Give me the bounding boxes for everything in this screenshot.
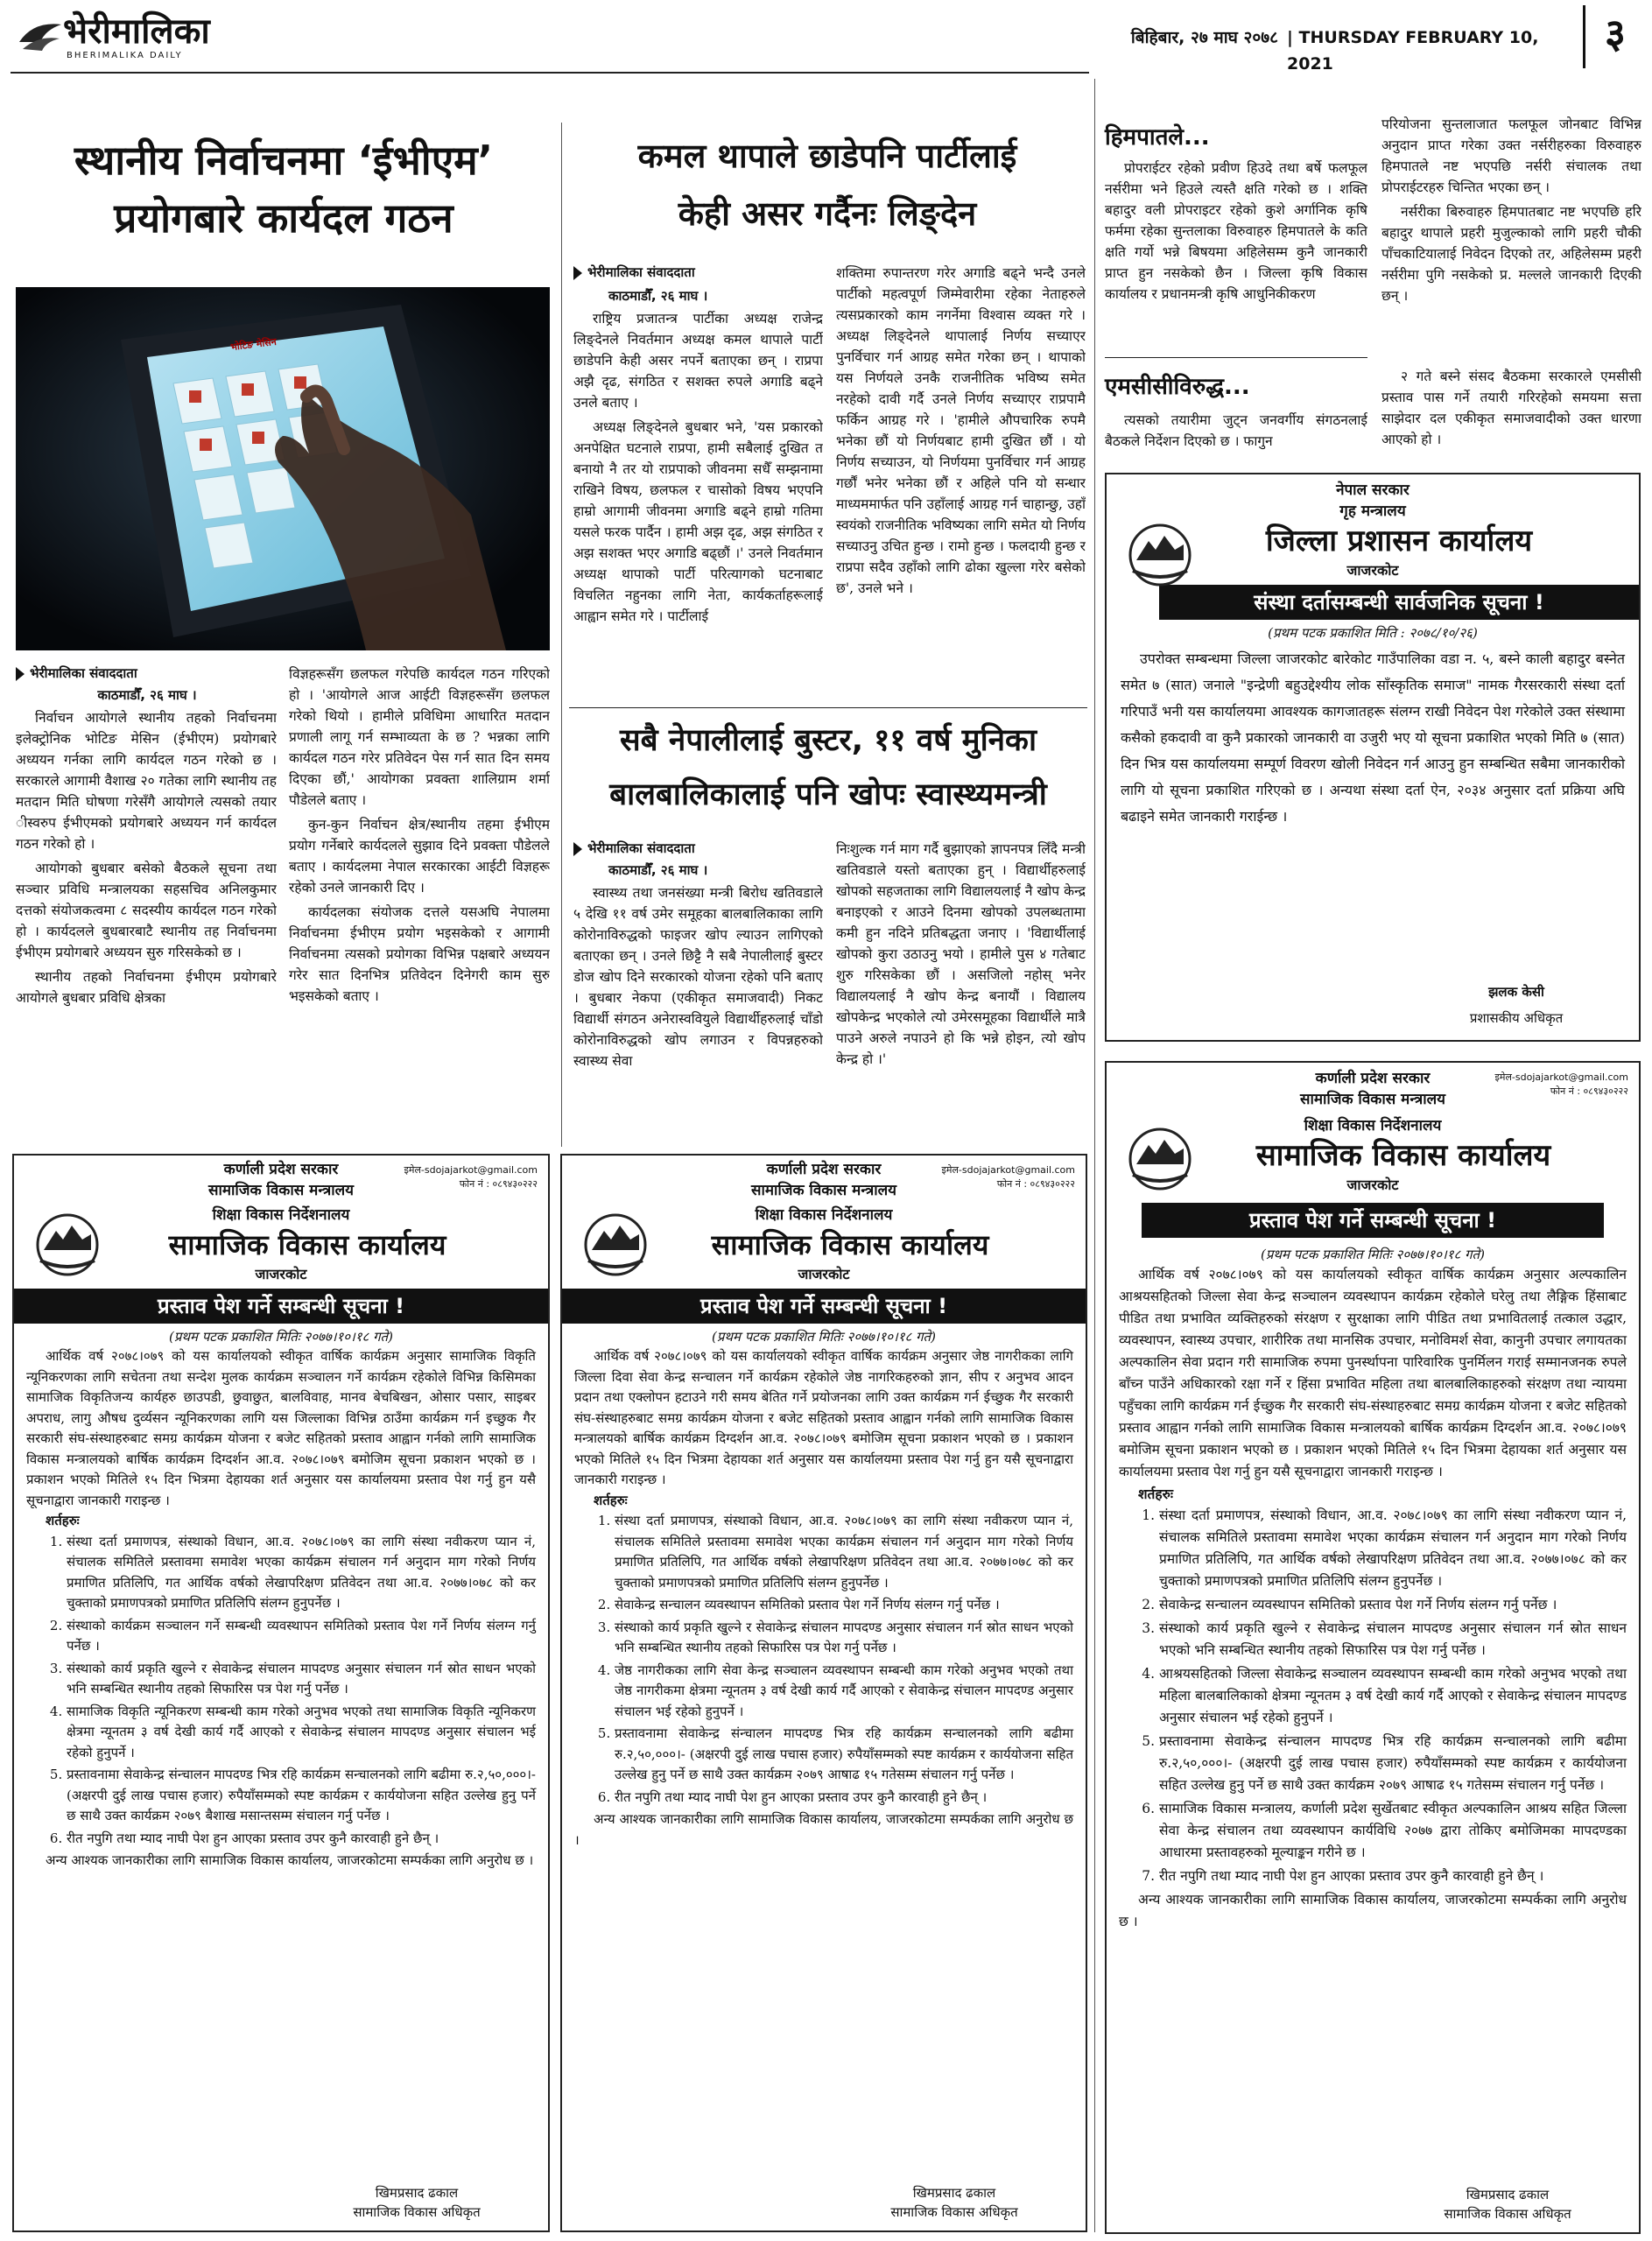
notice-social-left: इमेल-sdojajarkot@gmail.com फोन नं : ०८९४३०२२२ कर्णाली प्रदेश सरकार सामाजिक विकास मन्त्रालय शिक्षा विकास निर्देशनालय सामाजिक विकास कार्यालय जाजरकोट प्रस्ताव पेश गर्ने सम्बन्धी सूचना ! (प्रथम पटक प्रकाशित मितिः २०७७।१०।१८ गते) आर्थिक वर्ष २०७८।०७९ को यस कार्यालयको स्वीकृत वार्षिक कार्यक्रम अनुसार सामाजिक विकृति न्यूनिकरणका लागि सचेतना तथा सन्देश मुलक कार्यक्रम सञ्चालन गर्ने कार्यक्रम रहेकोले विभिन्न किसिमका सामाजिक विकृतिजन्य कार्यहरु छाउपडी, छुवाछुत, बालविवाह, मानव बेचबिखन, ओसार पसार, साइबर अपराध, लागु औषध दुर्व्यसन न्यूनिकरणका लागि यस जिल्लाका विभिन्न ठाउँमा कार्यक्रम गर्न इच्छुक गैर सरकारी संघ-संस्थाहरुबाट समग्र कार्यक्रम योजना र बजेट सहितको प्रस्ताव आह्वान गर्नको लागि सामाजिक विकास मन्त्रालयको बार्षिक कार्यक्रम दिग्दर्शन आ.व. २०७८।०७९ बमोजिम सूचना प्रकाशन भएको छ । प्रकाशन भएको मितिले १५ दिन भित्रमा देहायका शर्त अनुसार यस कार्यालयमा प्रस्ताव पेश गर्नु हुन यसै सूचनाद्वारा जानकारी गराइन्छ । शर्तहरुः 1. संस्था दर्ता प्रमाणपत्र, संस्थाको विधान, आ.व. २०७८।०७९ का लागि संस्था नवीकरण प्यान नं, संचालक समितिले प्रस्तावमा समावेश भएका कार्यक्रम संचालन गर्न अनुदान माग गरेको निर्णय प्रमाणित प्रतिलिपि, गत आर्थिक वर्षको लेखापरिक्षण प्रतिवेदन तथा आ.व. २०७७।०७८ को कर चुक्ताको प्रमाणपत्रको प्रमाणित प्रतिलिपि संलग्न हुनुपर्नेछ । 2. संस्थाको कार्यक्रम सञ्चालन गर्ने सम्बन्धी व्यवस्थापन समितिको प्रस्ताव पेश गर्ने निर्णय संलग्न गर्नु पर्नेछ । 3. संस्थाको कार्य प्रकृति खुल्ने र सेवाकेन्द्र संचालन मापदण्ड अनुसार संचालन गर्न स्रोत साधन भएको भनि सम्बन्धित स्थानीय तहको सिफारिस पत्र पेश गर्नु पर्नेछ । 4. सामाजिक विकृति न्यूनिकरण सम्बन्धी काम गरेको अनुभव भएको तथा सामाजिक विकृति न्यूनिकरण क्षेत्रमा न्यूनतम ३ वर्ष देखी कार्य गर्दै आएको र सेवाकेन्द्र संचालन मापदण्ड अनुसार संचालन भई रहेको हुनुपर्ने । 5. प्रस्तावनामा सेवाकेन्द्र संन्चालन मापदण्ड भित्र रहि कार्यक्रम सन्चालनको लागि बढीमा रु.२,५०,०००।- (अक्षरपी दुई लाख पचास हजार) रुपैयाँसम्मको स्पष्ट कार्यक्रम र कार्ययोजना सहित उल्लेख हुनु पर्ने छ साथै उक्त कार्यक्रम २०७९ बैशाख मसान्तसम्म संचालन गर्नु पर्नेछ । 6. रीत नपुगि तथा म्याद नाघी पेश हुन आएका प्रस्ताव उपर कुनै कारवाही हुने छैन् । अन्य आश्यक जानकारीका लागि सामाजिक विकास कार्यालय, जाजरकोटमा सम्पर्कका लागि अनुरोध छ । खिमप्रसाद ढकाल सामाजिक विकास अधिकृत bbox=[12, 1154, 550, 2232]
kamal-column-1: राष्ट्रिय प्रजातन्त्र पार्टीका अध्यक्ष राजेन्द्र लिङ्देनले निवर्तमान अध्यक्ष कमल थापाले पार्टी छाडेपनि केही असर नपर्ने बताएका छन् । राप्रपा अझै दृढ, संगठित र सशक्त रुपले अगाडि बढ्ने उनले बताए । अध्यक्ष लिङ्देनले बुधबार भने, 'यस प्रकारको अनपेक्षित घटनाले राप्रपा, हामी सबैलाई दुखित त बनायो नै तर यो राप्रपाको जीवनमा सधैँ सम्झनामा राखिने विषय, छलफल र चासोको विषय भएपनि हाम्रो आगामी जीवनमा अगाडि बढ्ने हाम्रो गतिमा यसले फरक पार्दैन । हामी अझ दृढ, अझ संगठित र अझ सशक्त भएर अगाडि बढ्छौं ।' उनले निवर्तमान अध्यक्ष थापाको पार्टी परित्यागको घटनाबाट विचलित नहुनका लागि नेता, कार्यकर्ताहरूलाई आह्वान समेत गरे । पार्टीलाई bbox=[573, 311, 823, 624]
kamal-headline: कमल थापाले छाडेपनि पार्टीलाई केही असर गर्दैनः लिङ्देन bbox=[637, 137, 1017, 233]
byline-arrow-icon bbox=[573, 266, 582, 280]
evm-screen-caption: भोटिङ मेसिन bbox=[229, 335, 278, 354]
evm-dateline: काठमाडौँ, २६ माघ । bbox=[97, 687, 197, 703]
logo-title: भेरीमालिका bbox=[63, 11, 210, 52]
kamal-column-2: शक्तिमा रुपान्तरण गरेर अगाडि बढ्ने भन्दै उनले पार्टीको महत्वपूर्ण जिम्मेवारीमा रहेका नेताहरुले त्यसप्रकारको काम नगर्नेमा विश्वास व्यक्त गरे । अध्यक्ष लिङ्देनले थापालाई निर्णय सच्याएर पुनर्विचार गर्न आग्रह समेत गरेका छन् । थापाको यस निर्णयले उनकै राजनीतिक भविष्य समेत नरहेको दावी गर्दै उनले निर्णय सच्याएर राप्रपामै फर्किन आग्रह गरे । 'हामीले औपचारिक रुपमै भनेका छौं यो निर्णयबाट हामी दुखित छौं । यो निर्णय सच्याउन, यो निर्णयमा पुनर्विचार गर्न आग्रह गर्छौं भनेर भनेका छौं र अहिले पनि यो सन्धार माध्यममार्फत पनि उहाँलाई आग्रह गर्न चाहान्छु, उहाँ स्वयंको राजनीतिक भविष्यका लागि समेत यो निर्णय सच्याउनु उचित हुन्छ । रामो हुन्छ । फलदायी हुन्छ र राप्रपा सदैव उहाँको लागि ढोका खुल्ला गरेर बसेको छ', उनले भने । bbox=[836, 265, 1086, 596]
booster-column-1: स्वास्थ्य तथा जनसंख्या मन्त्री बिरोध खतिवडाले ५ देखि ११ वर्ष उमेर समूहका बालबालिकाका लागि कोरोनाविरुद्धको फाइजर खोप ल्याउन लागिएको बताएका छन् । उनले छिट्टै नै सबै नेपालीलाई बुस्टर डोज खोप दिने सरकारको योजना रहेको पनि बताए । बुधबार नेकपा (एकीकृत समाजवादी) निकट विद्यार्थी संगठन अनेरास्ववियुले विद्यार्थीहरुलाई चाँडो कोरोनाविरुद्धको खोप लगाउन र विपन्नहरुको स्वास्थ्य सेवा bbox=[573, 885, 823, 1069]
nepal-emblem-icon bbox=[1121, 1124, 1199, 1194]
column-divider-1 bbox=[561, 123, 562, 1147]
mcc-column-1: त्यसको तयारीमा जुट्न जनवर्गीय संगठनलाई बैठकले निर्देशन दिएको छ । फागुन bbox=[1105, 412, 1367, 449]
logo-subtitle: BHERIMALIKA DAILY bbox=[67, 51, 183, 60]
date-english: | THURSDAY FEBRUARY 10, 2021 bbox=[1287, 28, 1539, 74]
registration-office-title: जिल्ला प्रशासन कार्यालय bbox=[1265, 523, 1533, 558]
evm-column-1: निर्वाचन आयोगले स्थानीय तहको निर्वाचनमा इलेक्ट्रोनिक भोटिङ मेसिन (ईभीएम) प्रयोगबारे अध्ययन गर्नका लागि कार्यदल गठन गरेको छ । सरकारले आगामी वैशाख २० गतेका लागि स्थानीय तह मतदान मिति घोषणा गरेसँगै आयोगले त्यसको तयार ीस्वरुप ईभीएमको प्रयोगबारे अध्ययन गर्न कार्यदल गठन गरेको हो । आयोगको बुधबार बसेको बैठकले सूचना तथा सञ्चार प्रविधि मन्त्रालयका सहसचिव अनिलकुमार दत्तको संयोजकत्वमा ८ सदस्यीय कार्यदल गठन गरेको हो । कार्यदलले बुधबारबाटै स्थानीय तह निर्वाचनमा ईभीएम प्रयोगबारे अध्ययन सुरु गरिसकेको छ । स्थानीय तहको निर्वाचनमा ईभीएम प्रयोगबारे आयोगले बुधबार प्रविधि क्षेत्रका bbox=[16, 710, 277, 1006]
notice-social-right: इमेल-sdojajarkot@gmail.com फोन नं : ०८९४३०२२२ कर्णाली प्रदेश सरकार सामाजिक विकास मन्त्रालय शिक्षा विकास निर्देशनालय सामाजिक विकास कार्यालय जाजरकोट प्रस्ताव पेश गर्ने सम्बन्धी सूचना ! (प्रथम पटक प्रकाशित मितिः २०७७।१०।१८ गते) आर्थिक वर्ष २०७८।०७९ को यस कार्यालयको स्वीकृत वार्षिक कार्यक्रम अनुसार अल्पकालिन आश्रयसहितको जिल्ला सेवा केन्द्र सञ्चालन व्यवस्थापन कार्यक्रम रहेकोले घरेलु तथा लैङ्गिक हिंसाबाट पीडित तथा प्रभावित व्यक्तिहरुको संरक्षण र सुरक्षाका लागि पीडित तथा प्रभावितलाई तत्काल उद्धार, व्यवस्थापन, स्वास्थ्य उपचार, शारीरिक तथा मानसिक उपचार, मनोविमर्श सेवा, कानुनी उपचार लगायतका अल्पकालिन सेवा प्रदान गरी सामाजिक रुपमा पुनर्स्थापना पारिवारिक पुनर्मिलन गराई सम्मानजनक रुपले बाँच्न पाउँने अधिकारको रक्षा गर्ने र हिंसा प्रभावित महिला तथा बालबालिकाहरुको संरक्षण तथा न्यायमा पहुँचका लागि कार्यक्रम गर्न ईच्छुक गैर सरकारी संघ-संस्थाहरुबाट समग्र कार्यक्रम योजना र बजेट सहितको प्रस्ताव आह्वान गर्नको लागि सामाजिक विकास मन्त्रालयको बार्षिक कार्यक्रम दिग्दर्शन आ.व. २०७८।०७९ बमोजिम सूचना प्रकाशन भएको छ । प्रकाशन भएको मितिले १५ दिन भित्रमा देहायका शर्त अनुसार यस कार्यालयमा प्रस्ताव पेश गर्नु हुन यसै सूचनाद्वारा जानकारी गराइन्छ । शर्तहरुः 1. संस्था दर्ता प्रमाणपत्र, संस्थाको विधान, आ.व. २०७८।०७९ का लागि संस्था नवीकरण प्यान नं, संचालक समितिले प्रस्तावमा समावेश भएका कार्यक्रम संचालन गर्न अनुदान माग गरेको निर्णय प्रमाणित प्रतिलिपि, गत आर्थिक वर्षको लेखापरिक्षण प्रतिवेदन तथा आ.व. २०७७।०७८ को कर चुक्ताको प्रमाणपत्रको प्रमाणित प्रतिलिपि संलग्न हुनुपर्नेछ । 2. सेवाकेन्द्र सन्चालन व्यवस्थापन समितिको प्रस्ताव पेश गर्ने निर्णय संलग्न गर्नु पर्नेछ । 3. संस्थाको कार्य प्रकृति खुल्ने र सेवाकेन्द्र संचालन मापदण्ड अनुसार संचालन गर्न स्रोत साधन भएको भनि सम्बन्धित स्थानीय तहको सिफारिस पत्र पेश गर्नु पर्नेछ । 4. आश्रयसहितको जिल्ला सेवाकेन्द्र सञ्चालन व्यवस्थापन सम्बन्धी काम गरेको अनुभव भएको तथा महिला बालबालिकाको क्षेत्रमा न्यूनतम ३ वर्ष देखी कार्य गर्दै आएको र सेवाकेन्द्र संचालन मापदण्ड अनुसार संचालन भई रहेको हुनुपर्ने । 5. प्रस्तावनामा सेवाकेन्द्र संन्चालन मापदण्ड भित्र रहि कार्यक्रम सन्चालनको लागि बढीमा रु.२,५०,०००।- (अक्षरपी दुई लाख पचास हजार) रुपैयाँसम्मको स्पष्ट कार्यक्रम र कार्ययोजना सहित उल्लेख हुनु पर्ने छ साथै उक्त कार्यक्रम २०७९ आषाढ १५ गतेसम्म संचालन गर्नु पर्नेछ । 6. सामाजिक विकास मन्त्रालय, कर्णाली प्रदेश सुर्खेतबाट स्वीकृत अल्पकालिन आश्रय सहित जिल्ला सेवा केन्द्र संचालन तथा व्यवस्थापन कार्यविधि २०७७ द्वारा तोकिए बमोजिमका मापदण्डका आधारमा प्रस्तावहरुको मूल्याङ्कन गरीने छ । 7. रीत नपुगि तथा म्याद नाघी पेश हुन आएका प्रस्ताव उपर कुनै कारवाही हुने छैन् । अन्य आश्यक जानकारीका लागि सामाजिक विकास कार्यालय, जाजरकोटमा सम्पर्कका लागि अनुरोध छ । खिमप्रसाद ढकाल सामाजिक विकास अधिकृत bbox=[1105, 1061, 1641, 2234]
booster-dateline: काठमाडौँ, २६ माघ । bbox=[608, 862, 708, 878]
column-divider-2 bbox=[1094, 79, 1095, 2232]
masthead-logo bbox=[16, 9, 252, 67]
masthead-rule bbox=[11, 72, 1089, 74]
byline-arrow-icon bbox=[573, 842, 582, 856]
nepal-emblem-icon bbox=[576, 1210, 655, 1280]
byline-arrow-icon bbox=[16, 667, 25, 681]
mcc-column-2: २ गते बस्ने संसद बैठकमा सरकारले एमसीसी प्रस्ताव पास गर्ने तयारी गरिरहेको समयमा सत्ता साझेदार दल एकीकृत समाजवादीको उक्त धारणा आएको हो । bbox=[1381, 369, 1641, 447]
evm-byline: भेरीमालिका संवाददाता bbox=[16, 664, 278, 683]
booster-headline: सबै नेपालीलाई बुस्टर, ११ वर्ष मुनिका बालबालिकालाई पनि खोपः स्वास्थ्यमन्त्री bbox=[609, 723, 1047, 812]
himpat-column-2: परियोजना सुन्तलाजात फलफूल जोनबाट विभिन्न अनुदान प्राप्त गरेका उक्त नर्सरीहरुका विरुवाहरु हिमपातले नष्ट भएपछि नर्सरी संचालक तथा प्रोपराईटरहरु चिन्तित भएका छन् । नर्सरीका बिरुवाहरु हिमपातबाट नष्ट भएपछि हरि बहादुर थापाले प्रहरी मुजुल्काको लागि प्रहरी चौकी पाँचकाटियालाई निवेदन दिएको तर, अहिलेसम्म प्रहरी नर्सरीमा पुगि नसकेको प्र. मल्लले जानकारी दिएकी छन् । bbox=[1381, 116, 1641, 304]
notice-registration: नेपाल सरकार गृह मन्त्रालय जिल्ला प्रशासन कार्यालय जाजरकोट संस्था दर्तासम्बन्धी सार्वजनिक सूचना ! (प्रथम पटक प्रकाशित मिति : २०७८/१०/२६) उपरोक्त सम्बन्धमा जिल्ला जाजरकोट बारेकोट गाउँपालिका वडा न. ५, बस्ने काली बहादुर बस्नेत समेत ७ (सात) जनाले "इन्द्रेणी बहुउद्देश्यीय लोक साँस्कृतिक समाज" नामक गैरसरकारी संस्था दर्ता गरिपाउँ भनी यस कार्यालयमा आवश्यक कागजातहरू संलग्न राखी निवेदन पेश गरेकोले उक्त संस्थामा कसैको हकदावी वा कुनै प्रकारको जानकारी वा उजुरी भए यो सूचना प्रकाशित भएको मिति ७ (सात) दिन भित्र यस कार्यालयमा सम्पूर्ण विवरण खोली निवेदन गर्न आउनु हुन सम्बन्धित सबैमा जानकारीको लागि यो सूचना प्रकाशित गरिएको छ । अन्यथा संस्था दर्ता ऐन, २०३४ अनुसार दर्ता प्रक्रिया अघि बढाइने समेत जानकारी गराईन्छ । झलक केसी प्रशासकीय अधिकृत bbox=[1105, 473, 1641, 1042]
evm-column-2: विज्ञहरूसँग छलफल गरेपछि कार्यदल गठन गरिएको हो । 'आयोगले आज आईटी विज्ञहरूसँग छलफल गरेको थियो । हामीले प्रविधिमा आधारित मतदान प्रणाली लागू गर्न सम्भाव्यता के छ ? भन्नका लागि कार्यदल गठन गरेर प्रतिवेदन पेस गर्न सात दिन समय दिएका छौं,' आयोगका प्रवक्ता शालिग्राम शर्मा पौडेलले बताए । कुन-कुन निर्वाचन क्षेत्र/स्थानीय तहमा ईभीएम प्रयोग गर्नेबारे कार्यदलले सुझाव दिने प्रवक्ता पौडेलले बताए । कार्यदलमा नेपाल सरकारका आईटी विज्ञहरू रहेको उनले जानकारी दिए । कार्यदलका संयोजक दत्तले यसअघि नेपालमा निर्वाचनमा ईभीएम प्रयोग भइसकेको र आगामी निर्वाचनमा त्यसको प्रयोगका विभिन्न पक्षबारे अध्ययन गरेर सात दिनभित्र प्रतिवेदन दिनेगरी काम सुरु भइसकेको बताए । bbox=[289, 666, 550, 1004]
mcc-title: एमसीसीविरुद्ध... bbox=[1105, 374, 1250, 400]
himpat-bottom-rule bbox=[1105, 357, 1367, 358]
nepal-emblem-icon bbox=[1121, 520, 1199, 590]
nepal-emblem-icon bbox=[28, 1210, 107, 1280]
himpat-title: हिमपातले... bbox=[1105, 124, 1210, 151]
kamal-dateline: काठमाडौँ, २६ माघ । bbox=[608, 288, 708, 304]
date-nepali: बिहिबार, २७ माघ २०७८ bbox=[1130, 28, 1278, 47]
page-number: ३ bbox=[1605, 10, 1626, 57]
masthead-divider-vertical bbox=[1583, 5, 1585, 68]
newspaper-logo-icon bbox=[16, 16, 65, 56]
notice-social-middle: इमेल-sdojajarkot@gmail.com फोन नं : ०८९४३०२२२ कर्णाली प्रदेश सरकार सामाजिक विकास मन्त्रालय शिक्षा विकास निर्देशनालय सामाजिक विकास कार्यालय जाजरकोट प्रस्ताव पेश गर्ने सम्बन्धी सूचना ! (प्रथम पटक प्रकाशित मितिः २०७७।१०।१८ गते) आर्थिक वर्ष २०७८।०७९ को यस कार्यालयको स्वीकृत वार्षिक कार्यक्रम अनुसार जेष्ठ नागरीकका लागि जिल्ला दिवा सेवा केन्द्र सन्चालन गर्ने कार्यक्रम रहेकोले जेष्ठ नागरिकहरुको ज्ञान, सीप र अनुभव आदन प्रदान तथा एक्लोपन हटाउने गरी समय बेतित गर्ने प्रयोजनका लागि उक्त कार्यक्रम गर्न ईच्छुक गैर सरकारी संघ-संस्थाहरुबाट समग्र कार्यक्रम योजना र बजेट सहितको प्रस्ताव आह्वान गर्नको लागि सामाजिक विकास मन्त्रालयको बार्षिक कार्यक्रम दिग्दर्शन आ.व. २०७८।०७९ बमोजिम सूचना प्रकाशन भएको छ । प्रकाशन भएको मितिले १५ दिन भित्रमा देहायका शर्त अनुसार यस कार्यालयमा प्रस्ताव पेश गर्नु हुन यसै सूचनाद्वारा जानकारी गराइन्छ । शर्तहरुः 1. संस्था दर्ता प्रमाणपत्र, संस्थाको विधान, आ.व. २०७८।०७९ का लागि संस्था नवीकरण प्यान नं, संचालक समितिले प्रस्तावमा समावेश भएका कार्यक्रम संचालन गर्न अनुदान माग गरेको निर्णय प्रमाणित प्रतिलिपि, गत आर्थिक वर्षको लेखापरिक्षण प्रतिवेदन तथा आ.व. २०७७।०७८ को कर चुक्ताको प्रमाणपत्रको प्रमाणित प्रतिलिपि संलग्न हुनुपर्नेछ । 2. सेवाकेन्द्र सन्चालन व्यवस्थापन समितिको प्रस्ताव पेश गर्ने निर्णय संलग्न गर्नु पर्नेछ । 3. संस्थाको कार्य प्रकृति खुल्ने र सेवाकेन्द्र संचालन मापदण्ड अनुसार संचालन गर्न स्रोत साधन भएको भनि सम्बन्धित स्थानीय तहको सिफारिस पत्र पेश गर्नु पर्नेछ । 4. जेष्ठ नागरीकका लागि सेवा केन्द्र सञ्चालन व्यवस्थापन सम्बन्धी काम गरेको अनुभव भएको तथा जेष्ठ नागरीकमा क्षेत्रमा न्यूनतम ३ वर्ष देखी कार्य गर्दै आएको र सेवाकेन्द्र संचालन मापदण्ड अनुसार संचालन भई रहेको हुनुपर्ने । 5. प्रस्तावनामा सेवाकेन्द्र संन्चालन मापदण्ड भित्र रहि कार्यक्रम सन्चालनको लागि बढीमा रु.२,५०,०००।- (अक्षरपी दुई लाख पचास हजार) रुपैयाँसम्मको स्पष्ट कार्यक्रम र कार्ययोजना सहित उल्लेख हुनु पर्ने छ साथै उक्त कार्यक्रम २०७९ आषाढ १५ गतेसम्म संचालन गर्नु पर्नेछ । 6. रीत नपुगि तथा म्याद नाघी पेश हुन आएका प्रस्ताव उपर कुनै कारवाही हुने छैन् । अन्य आश्यक जानकारीका लागि सामाजिक विकास कार्यालय, जाजरकोटमा सम्पर्कका लागि अनुरोध छ । खिमप्रसाद ढकाल सामाजिक विकास अधिकृत bbox=[560, 1154, 1087, 2232]
booster-byline: भेरीमालिका संवाददाता bbox=[573, 839, 827, 858]
registration-notice-bar: संस्था दर्तासम्बन्धी सार्वजनिक सूचना ! bbox=[1159, 585, 1639, 620]
kamal-bottom-rule bbox=[569, 707, 1087, 708]
evm-photo bbox=[16, 287, 550, 650]
kamal-byline: भेरीमालिका संवाददाता bbox=[573, 263, 827, 282]
masthead bbox=[0, 0, 1652, 72]
evm-headline: स्थानीय निर्वाचनमा ‘ईभीएम’ प्रयोगबारे कार्यदल गठन bbox=[74, 137, 494, 242]
voting-machine-illustration bbox=[16, 287, 550, 650]
himpat-column-1: प्रोपराईटर रहेको प्रवीण हिउदे तथा बर्षे फलफूल नर्सरीमा भने हिउले त्यस्तै क्षति गरेको छ । शक्ति बहादुर वली प्रोपराइटर रहेको कुशे अर्गानिक कृषि फर्ममा रहेका सुन्तलाका विरुवाहरु हिमपातले के कति क्षति गर्यो भन्ने बिषयमा अहिलेसम्म कुनै जानकारी प्राप्त हुन नसकेको छैन । जिल्ला कृषि विकास कार्यालय र प्रधानमन्त्री कृषि आधुनिकीकरण bbox=[1105, 160, 1367, 302]
booster-column-2: निःशुल्क गर्न माग गर्दै बुझाएको ज्ञापनपत्र लिँदै मन्त्री खतिवडाले यस्तो बताएका हुन् । विद्यार्थीहरुलाई खोपको सहजताका लागि विद्यालयलाई नै खोप केन्द्र बनाइएको र आउने दिनमा खोपको उपलब्धतामा कमी हुन नदिने प्रतिबद्धता जनाए । 'विद्यार्थीलाई खोपको कुरा उठाउनु भयो । हामीले पुस ४ गतेबाट शुरु गरिसकेका छौं । असजिलो नहोस् भनेर विद्यालयलाई नै खोप केन्द्र बनायौं । विद्यालय खोपकेन्द्र भएकोले त्यो उमेरसमूहका विद्यार्थीले मात्रै पाउने अरुले नपाउने हो कि भन्ने होइन, त्यो खोप केन्द्र हो ।' bbox=[836, 841, 1086, 1067]
